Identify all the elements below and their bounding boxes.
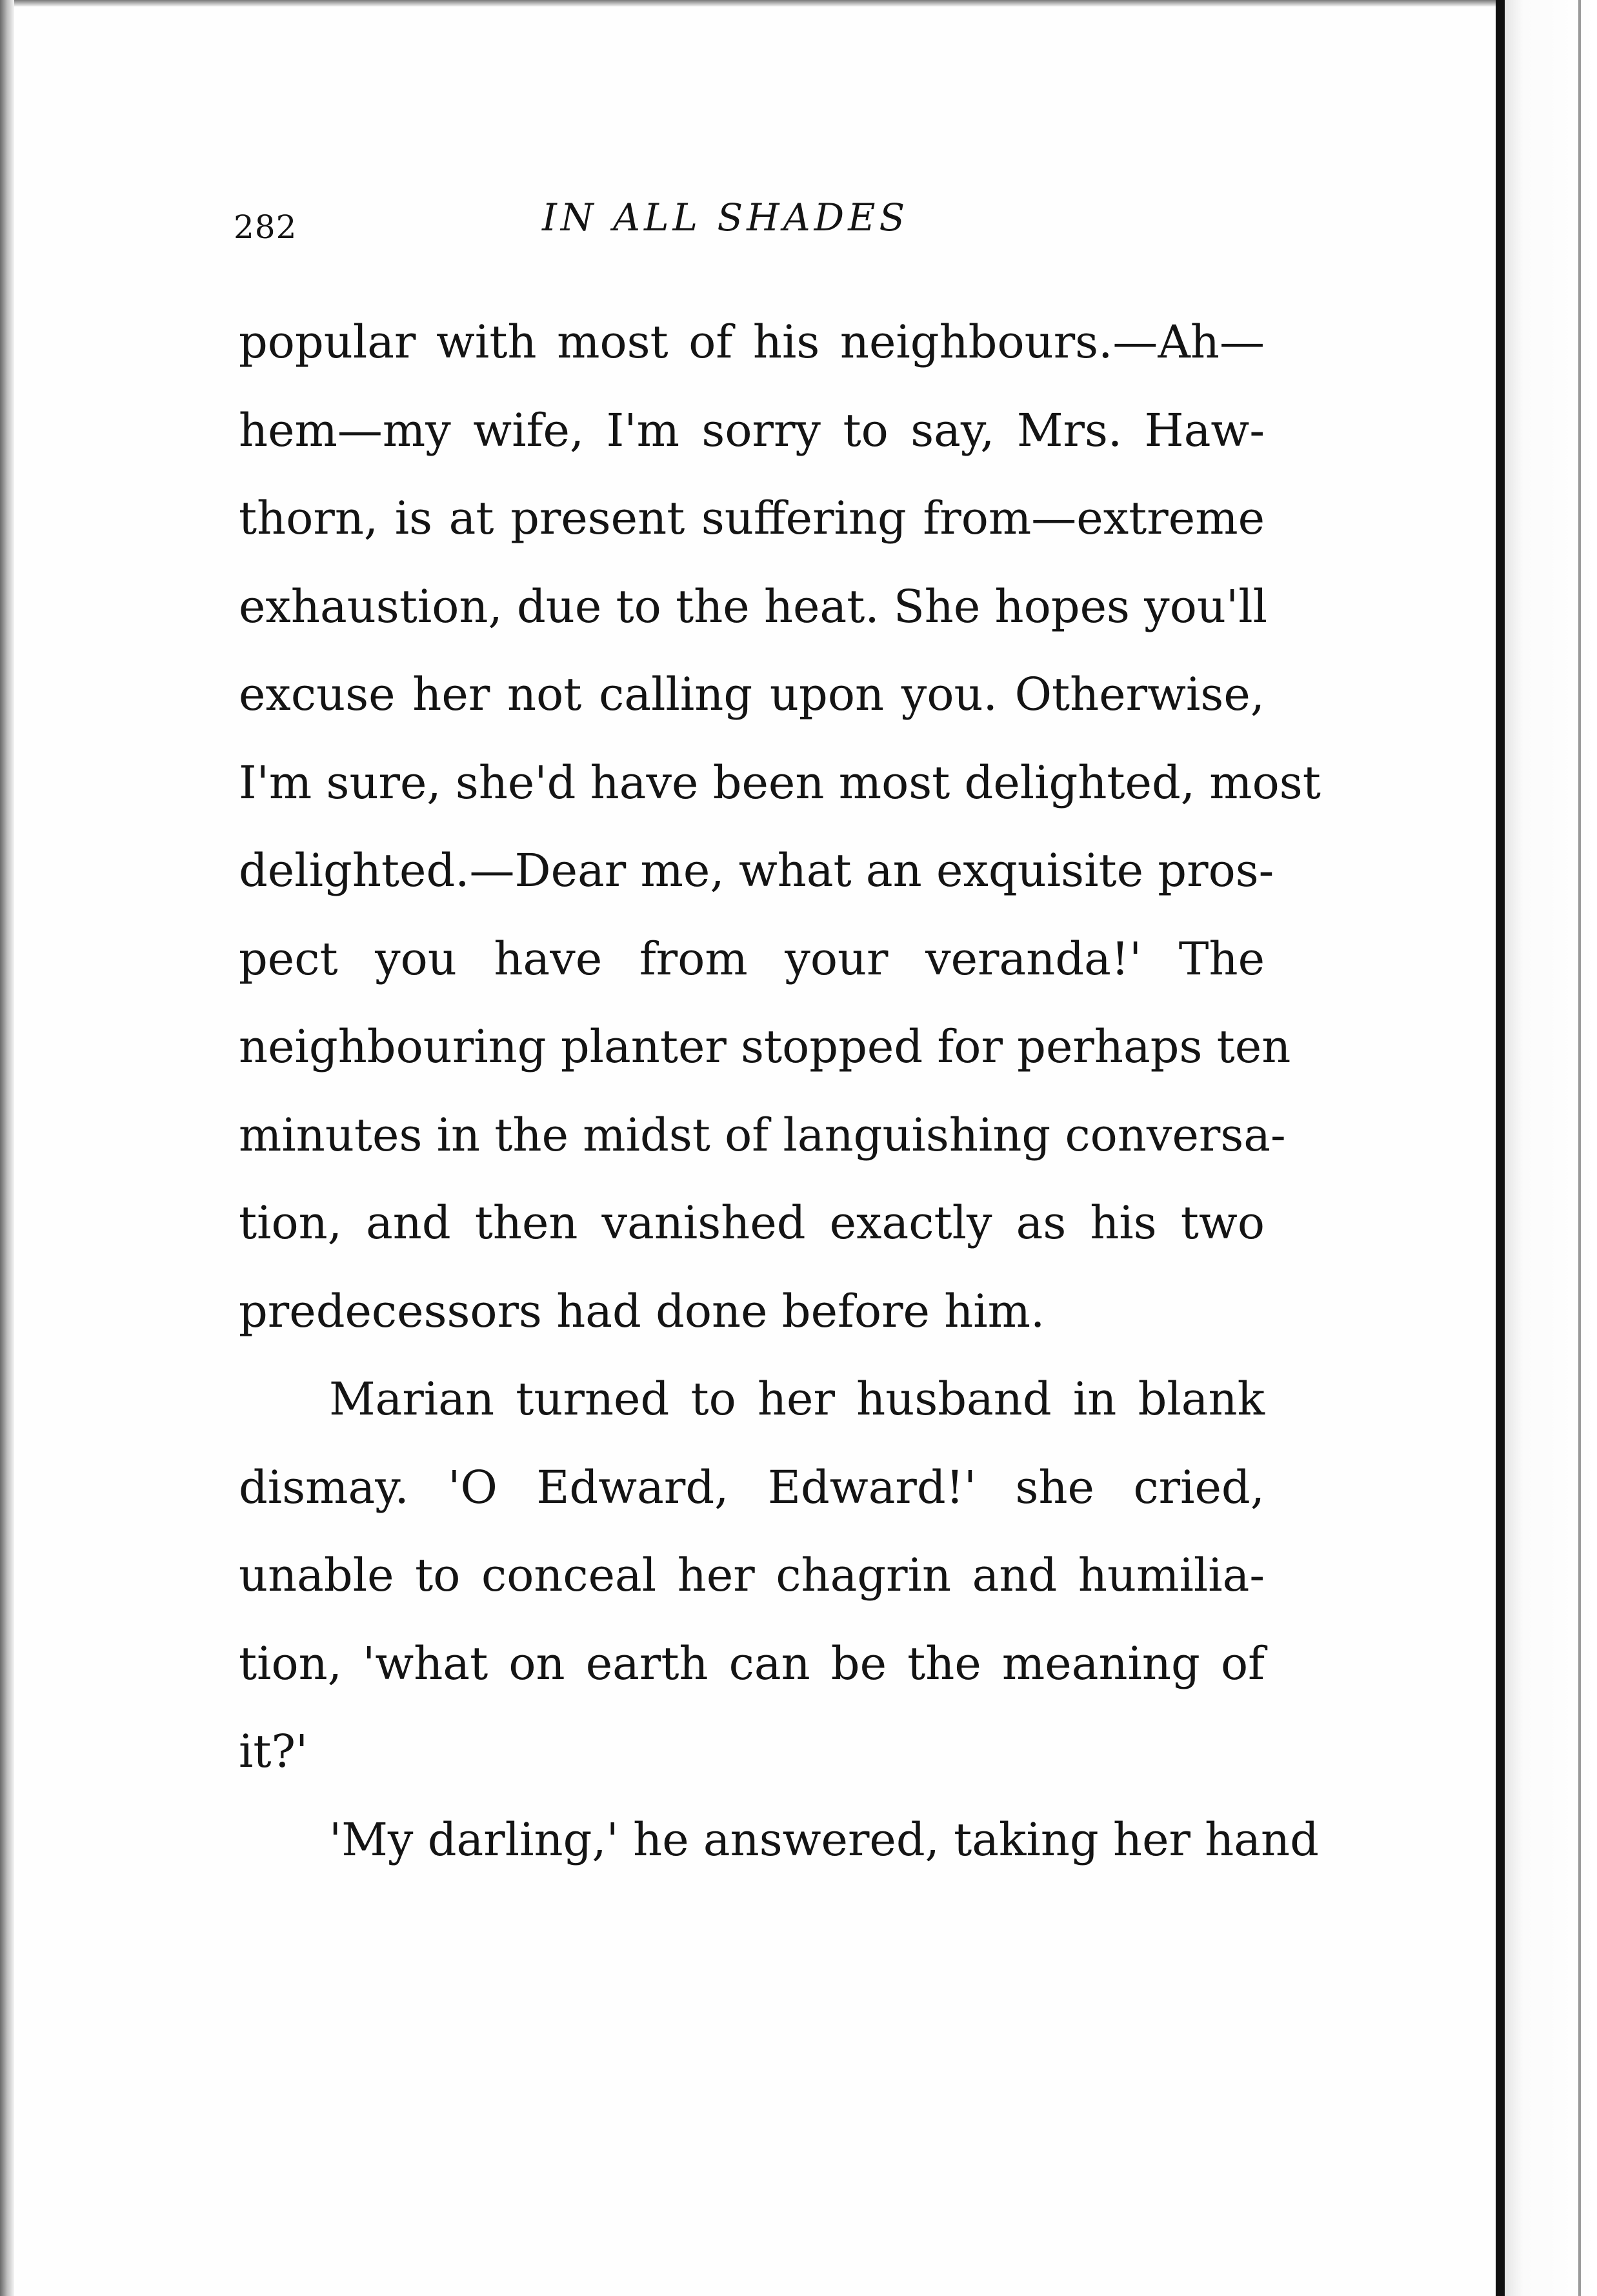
text-line: minutes in the midst of languishing conversa- — [239, 1108, 1286, 1162]
text-line: tion, and then vanished exactly as his two — [239, 1196, 1265, 1249]
page-number: 282 — [234, 208, 297, 246]
scan-right-margin — [1505, 0, 1597, 2296]
text-line: exhaustion, due to the heat. She hopes you'll — [239, 579, 1267, 633]
text-line: it?' — [239, 1725, 308, 1778]
text-line: excuse her not calling upon you. Otherwise, — [239, 668, 1265, 721]
running-head: IN ALL SHADES — [542, 196, 909, 239]
text-line: popular with most of his neighbours.—Ah— — [239, 316, 1265, 368]
text-line: unable to conceal her chagrin and humilia- — [239, 1549, 1265, 1602]
scan-left-edge — [0, 0, 14, 2296]
text-line: predecessors had done before him. — [239, 1284, 1045, 1338]
text-line: I'm sure, she'd have been most delighted, most — [239, 756, 1321, 809]
body-text — [239, 298, 1321, 1884]
text-line: dismay. 'O Edward, Edward!' she cried, — [239, 1460, 1265, 1514]
text-line: Marian turned to her husband in blank — [329, 1373, 1265, 1425]
text-line: delighted.—Dear me, what an exquisite pros- — [239, 844, 1274, 897]
text-line: tion, 'what on earth can be the meaning of — [239, 1636, 1265, 1690]
text-line: pect you have from your veranda!' The — [239, 932, 1265, 985]
scan-top-edge — [0, 0, 1597, 6]
text-line: 'My darling,' he answered, taking her hand — [329, 1813, 1319, 1866]
text-line: neighbouring planter stopped for perhaps ten — [239, 1020, 1291, 1073]
text-line: thorn, is at present suffering from—extreme — [239, 492, 1265, 545]
scan-right-shadow — [1496, 0, 1505, 2296]
text-line: hem—my wife, I'm sorry to say, Mrs. Haw- — [239, 403, 1265, 457]
scan-right-line — [1578, 0, 1581, 2296]
